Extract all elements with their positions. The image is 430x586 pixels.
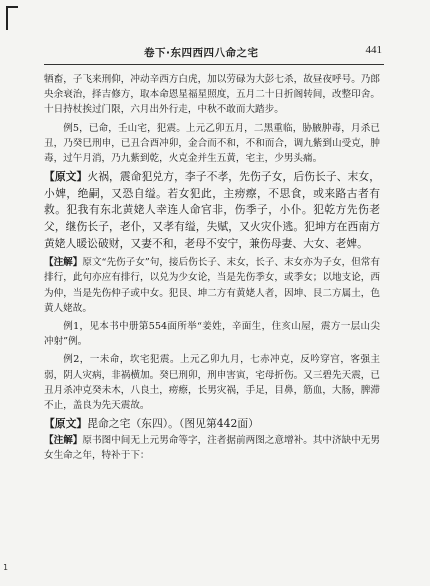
section-label: 【原文】 — [44, 417, 88, 431]
scan-corner-bracket — [6, 6, 18, 30]
scan-corner-mark: 1 — [3, 563, 8, 572]
section-label: 【原文】 — [44, 170, 88, 184]
paragraph-annotation: 【注解】原文“先伤子女”句，接后伤长子、末女，长子、末女亦为子女，但常有排行，此句亦应有排行，以兑为少女论，当是先伤季女，或季女；以地支论，西为仲，当是先伤仲子或中女。犯艮、坤二方有黄姥人者，因坤、艮二方属土，色黄人姥故。 — [44, 257, 380, 314]
body-text — [44, 72, 380, 463]
paragraph-annotation: 【注解】原书图中间无上元男命等字，注者据前两图之意增补。其中济缺中无男女生命之年，特补于下： — [44, 434, 381, 462]
page-number: 441 — [365, 44, 382, 56]
section-label: 【注解】 — [44, 434, 83, 446]
running-header — [44, 44, 384, 62]
paragraph-original: 【原文】毘命之宅（东四）。（图见第442面） — [44, 417, 259, 431]
paragraph: 例1，见本书中册第554面所举“姜姓，辛面生，住亥山屋，震方一层山尖冲射”例。 — [44, 321, 380, 348]
section-label: 【注解】 — [44, 257, 83, 269]
paragraph: 例5，已命，壬山宅，犯震。上元乙卯五月，二黑重临，胁腋肿毒，月杀已丑，乃癸巳刑申，已丑合酉冲卯，金合而不和，不和而合，调九紫到山受克，肿毒，过午月消，乃九紫到乾，火克金并生五黄，宅主，少男头痛。 — [44, 122, 380, 165]
paragraph: 例2，一未命，坎宅犯震。上元乙卯九月，七赤冲克，反吟穿宫，客强主弱，阴人灾病，非祸横加。癸巳刑卯，刑申害寅，宅母折伤。又三碧先天震，已丑月杀冲克癸未木，八良土，痨瘵，长男灾祸，手足，目鼻，筋血，大肠，脾滞不止，盖良为先天震故。 — [44, 354, 380, 412]
paragraph: 牺畜，子飞来刑仰，冲动辛西方白虎，加以劳碌为大彭七杀，故昼夜呼号。乃郎央余衰治，择吉修方，取本命恩星福星照度，五月二十日折阁转间，改整印舍。十日持杖挨过门限，六月出外行走，中秋不敢而大踏步。 — [44, 74, 380, 116]
header-rule — [44, 64, 384, 65]
paragraph-original: 【原文】火祸，震命犯兑方，李子不孝，先伤子女，后伤长子、末女，小婢，绝嗣，又恐自缢。若女犯此，主痨瘵，不思食，或来路古者有救。犯我有东北黄姥人幸连人命官非，伤季子，小仆。犯乾方先伤老父，继伤长子，老仆，又孝有缢，失赋，又火灾仆逃。犯坤方在西南方黄姥人暖讼破财，又妻不和，老母不安宁，兼伤母妻、大女、老婢。 — [44, 170, 381, 250]
running-title: 卷下·东四西四八命之宅 — [144, 47, 259, 59]
